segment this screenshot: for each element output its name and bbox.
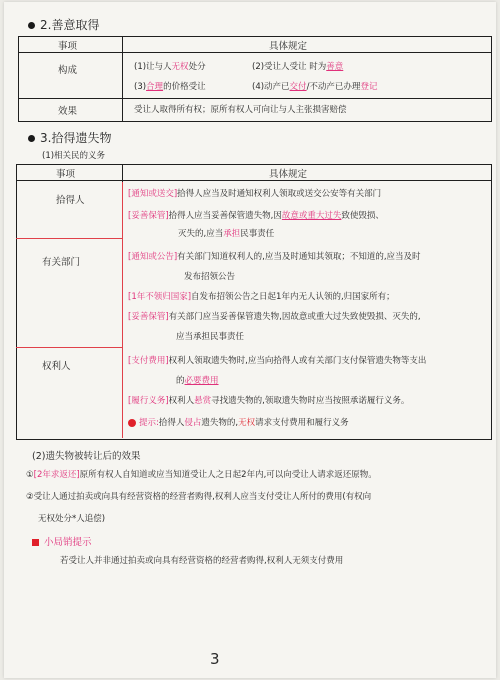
condition-4 [252, 80, 377, 92]
rule-highlight: 故意或重大过失 [281, 211, 342, 221]
table-header-item: 事项 [56, 169, 76, 180]
condition-text: (3) [134, 82, 147, 92]
rule-highlight: 必要费用 [184, 376, 219, 386]
rule-text: 灭失的,应当 [178, 229, 224, 239]
condition-text: (4)动产已 [252, 82, 290, 92]
subsection-1-title: (1)相关民的义务 [42, 151, 106, 161]
finder-line-1 [128, 187, 381, 199]
row-label-composition: 构成 [58, 65, 78, 76]
condition-text: (1)让与人 [134, 62, 172, 72]
page-number: 3 [210, 650, 220, 668]
tip-text: 请求支付费用和履行义务 [255, 418, 349, 428]
tip-highlight: 无权 [238, 418, 256, 428]
rule-text: 民事责任 [240, 229, 275, 239]
dept-line-5: 应当承担民事责任 [176, 332, 245, 342]
condition-highlight: 登记 [360, 82, 378, 92]
table-red-divider [16, 238, 122, 239]
rule-tag: [履行义务] [128, 396, 169, 406]
table-header-item: 事项 [58, 41, 78, 52]
tip-line [128, 416, 349, 428]
rule-text: 拾得人应当妥善保管遗失物,因 [168, 211, 282, 221]
rule-text: 有关部门应当妥善保管遗失物,因故意或重大过失致使毁损、灭失的, [168, 312, 421, 322]
rule-tag: [通知或公告] [128, 252, 178, 262]
rule-highlight: 承担 [223, 229, 241, 239]
condition-3 [134, 80, 206, 92]
table-divider [122, 164, 123, 182]
section-2-title: 2.善意取得 [40, 18, 100, 32]
bullet-dot-icon [28, 22, 35, 29]
rule-text: 的 [176, 376, 185, 386]
notebook-page [4, 2, 496, 678]
rule-text: 寻找遗失物的,领取遗失物时应当按照承诺履行义务。 [211, 396, 410, 406]
condition-text: 处分 [188, 62, 206, 72]
row-label-effect: 效果 [58, 106, 78, 117]
table-divider [18, 52, 492, 53]
rule-text: 致使毁损、 [341, 211, 384, 221]
table-divider [16, 180, 492, 181]
rule-tag: [妥善保管] [128, 211, 169, 221]
transfer-item-2-cont: 无权处分*人追偿) [38, 514, 106, 524]
subsection-2-title: (2)遗失物被转让后的效果 [32, 451, 141, 462]
condition-highlight: 无权 [171, 62, 189, 72]
rule-text: 权利人领取遗失物时,应当向拾得人或有关部门支付保管遗失物等支出 [168, 356, 427, 366]
row-label-finder: 拾得人 [56, 195, 85, 206]
table-header-rule: 具体规定 [269, 169, 308, 180]
rule-text: 拾得人应当及时通知权利人领取或送交公安等有关部门 [177, 189, 382, 199]
rule-text: 有关部门知道权利人的,应当及时通知其领取；不知道的,应当及时 [177, 252, 421, 262]
holder-line-2 [176, 374, 219, 386]
transfer-item-2 [26, 490, 371, 502]
red-square-icon [32, 539, 39, 546]
condition-text: /不动产已办理 [306, 82, 361, 92]
table-header-rule: 具体规定 [269, 41, 308, 52]
holder-line-3 [128, 394, 409, 406]
row-label-departments: 有关部门 [42, 257, 81, 268]
section-3-heading [28, 129, 111, 146]
table-red-divider [16, 347, 122, 348]
condition-highlight: 交付 [289, 82, 307, 92]
holder-line-1 [128, 354, 426, 366]
rule-tag: [妥善保管] [128, 312, 169, 322]
tip-label: 提示: [139, 418, 159, 428]
tip-text: 遗失物的, [201, 418, 239, 428]
condition-2 [252, 60, 343, 72]
finder-line-3 [178, 227, 274, 239]
row-label-rights-holder: 权利人 [42, 361, 71, 372]
condition-highlight: 善意 [326, 62, 344, 72]
warning-dot-icon [128, 419, 136, 427]
note-text: 若受让人并非通过拍卖或向具有经营资格的经营者购得,权利人无须支付费用 [60, 556, 344, 566]
condition-text: (2)受让人受让 时为 [252, 62, 327, 72]
transfer-item-1 [26, 468, 377, 480]
finder-line-2 [128, 209, 384, 221]
table-red-divider [122, 182, 123, 438]
dept-line-4 [128, 310, 421, 322]
rule-tag: [支付费用] [128, 356, 169, 366]
dept-line-2: 发布招领公告 [184, 272, 236, 282]
rule-tag: [1年不领归国家] [128, 292, 192, 302]
effect-text: 受让人取得所有权；原所有权人可向让与人主张损害赔偿 [134, 105, 347, 115]
note-heading [32, 534, 92, 548]
dept-line-1 [128, 250, 421, 262]
rule-text: 原所有权人自知道或应当知道受让人之日起2年内,可以向受让人请求返还原物。 [79, 470, 377, 480]
bullet-dot-icon [28, 135, 35, 142]
rule-text: 自发布招领公告之日起1年内无人认领的,归国家所有； [191, 292, 395, 302]
item-number: ② [26, 492, 34, 502]
rule-text: 受让人通过拍卖或向具有经营资格的经营者购得,权利人应当支付受让人所付的费用(有权向 [33, 492, 372, 502]
dept-line-3 [128, 290, 395, 302]
condition-text: 的价格受让 [163, 82, 206, 92]
table-divider [18, 98, 492, 99]
table-divider [122, 36, 123, 122]
note-title: 小局销提示 [44, 537, 92, 548]
rule-tag: [通知或送交] [128, 189, 178, 199]
tip-text: 拾得人 [158, 418, 185, 428]
rule-tag: [2年求返还] [33, 470, 80, 480]
section-2-heading [28, 16, 99, 33]
rule-text: 权利人 [168, 396, 195, 406]
tip-highlight: 侵占 [184, 418, 202, 428]
condition-1 [134, 60, 206, 72]
section-3-title: 3.拾得遗失物 [40, 131, 112, 145]
item-number: ① [26, 470, 34, 480]
rule-highlight: 悬赏 [194, 396, 212, 406]
condition-highlight: 合理 [146, 82, 164, 92]
